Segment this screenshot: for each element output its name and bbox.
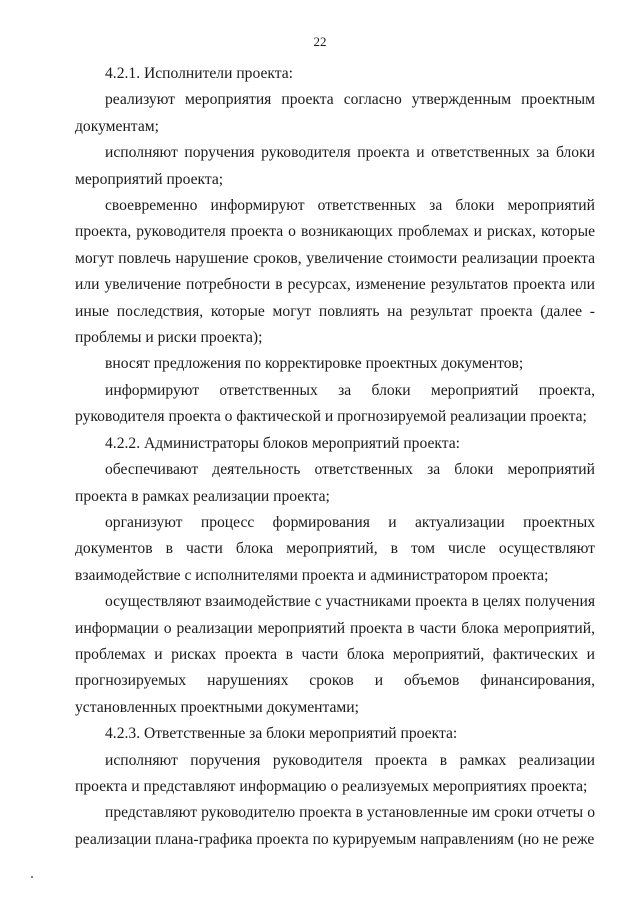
scan-dot [31, 876, 33, 878]
paragraph: исполняют поручения руководителя проекта в рамках реализации проекта и представляют информацию о реализуемых мероприятиях проекта; [75, 751, 595, 795]
paragraph: информируют ответственных за блоки мероприятий проекта, руководителя проекта о фактической и прогнозируемой реализации проекта; [75, 381, 595, 426]
document-body [75, 61, 595, 853]
paragraph: вносят предложения по корректировке проектных документов; [105, 355, 524, 373]
paragraph: обеспечивают деятельность ответственных за блоки мероприятий проекта в рамках реализации проекта; [75, 461, 595, 505]
paragraph: реализуют мероприятия проекта согласно утвержденным проектным документам; [75, 91, 595, 135]
paragraph: представляют руководителю проекта в установленные им сроки отчеты о реализации плана-графика проекта по курируемым направлениям (но не реже [75, 804, 595, 848]
paragraph: осуществляют взаимодействие с участниками проекта в целях получения информации о реализации мероприятий проекта в части блока мероприятий, проблемах и рисках проекта в части блока мероприятий, фактических и прогнозируемых нарушениях сроков и объемов финансирования, установленных проектными документами; [75, 593, 595, 716]
paragraph: организуют процесс формирования и актуализации проектных документов в части блока мероприятий, в том числе осуществляют взаимодействие с исполнителями проекта и администратором проекта; [75, 513, 595, 584]
section-heading-4-2-3: 4.2.3. Ответственные за блоки мероприятий проекта: [105, 725, 458, 743]
section-heading-4-2-1: 4.2.1. Исполнители проекта: [105, 65, 294, 82]
paragraph: исполняют поручения руководителя проекта и ответственных за блоки мероприятий проекта; [75, 144, 595, 188]
page-number: 22 [313, 34, 327, 49]
section-heading-4-2-2: 4.2.2. Администраторы блоков мероприятий проекта: [105, 434, 460, 452]
paragraph: своевременно информируют ответственных за блоки мероприятий проекта, руководителя проекта о возникающих проблемах и рисках, которые могут повлечь нарушение сроков, увеличение стоимости реализации проекта или увеличение потребности в ресурсах, изменение результатов проекта или иные последствия, которые могут повлиять на результат проекта (далее - проблемы и риски проекта); [75, 197, 595, 347]
